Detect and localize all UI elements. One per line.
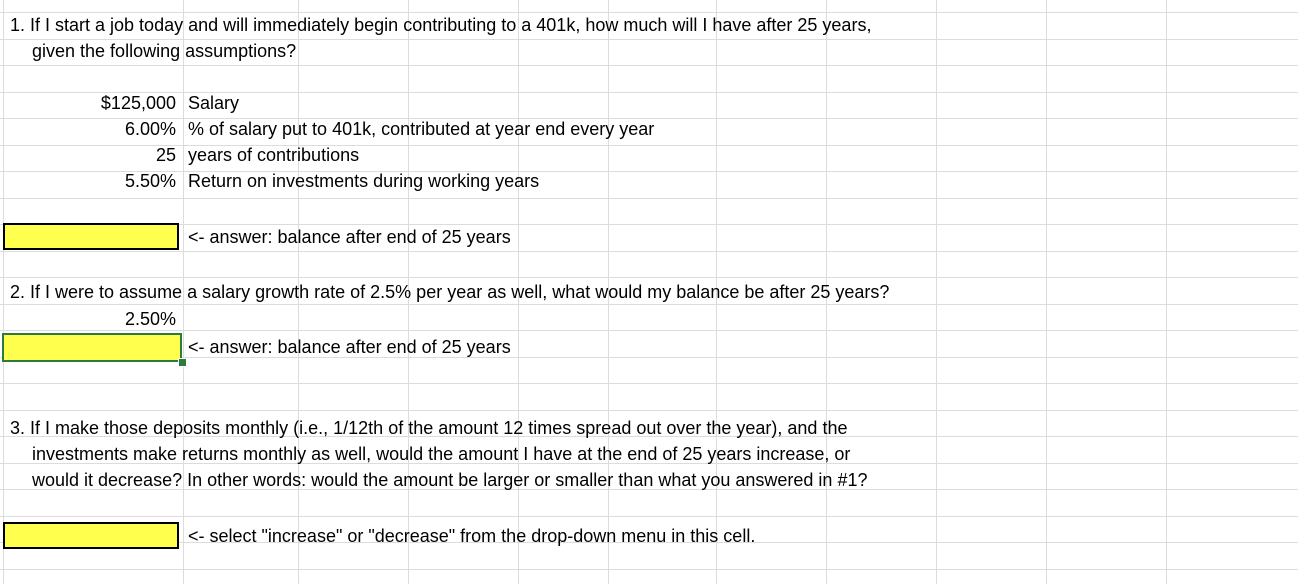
question-1-line-2[interactable]: given the following assumptions? [32,41,297,61]
years-value[interactable]: 25 [155,145,176,165]
salary-label[interactable]: Salary [188,93,240,113]
contribution-rate-value[interactable]: 6.00% [124,119,176,139]
salary-value[interactable]: $125,000 [100,93,176,113]
question-3-line-3[interactable]: would it decrease? In other words: would the amount be larger or smaller than what you answered in #1? [32,470,868,490]
answer-3-note[interactable]: <- select "increase" or "decrease" from the drop-down menu in this cell. [188,526,756,546]
fill-handle[interactable] [178,358,187,367]
question-2-text[interactable]: 2. If I were to assume a salary growth rate of 2.5% per year as well, what would my balance be after 25 years? [10,282,890,302]
answer-1-cell[interactable] [3,223,179,250]
years-label[interactable]: years of contributions [188,145,360,165]
question-1-line-1[interactable]: 1. If I start a job today and will immediately begin contributing to a 401k, how much will I have after 25 years, [10,15,872,35]
answer-3-dropdown-cell[interactable] [3,522,179,549]
growth-rate-value[interactable]: 2.50% [124,309,176,329]
question-3-line-1[interactable]: 3. If I make those deposits monthly (i.e., 1/12th of the amount 12 times spread out over the year), and the [10,418,848,438]
return-rate-label[interactable]: Return on investments during working years [188,171,540,191]
question-3-line-2[interactable]: investments make returns monthly as well, would the amount I have at the end of 25 years increase, or [32,444,851,464]
contribution-rate-label[interactable]: % of salary put to 401k, contributed at year end every year [188,119,655,139]
answer-1-note[interactable]: <- answer: balance after end of 25 years [188,227,511,247]
return-rate-value[interactable]: 5.50% [124,171,176,191]
answer-2-cell-selected[interactable] [2,333,182,362]
answer-2-note[interactable]: <- answer: balance after end of 25 years [188,337,511,357]
